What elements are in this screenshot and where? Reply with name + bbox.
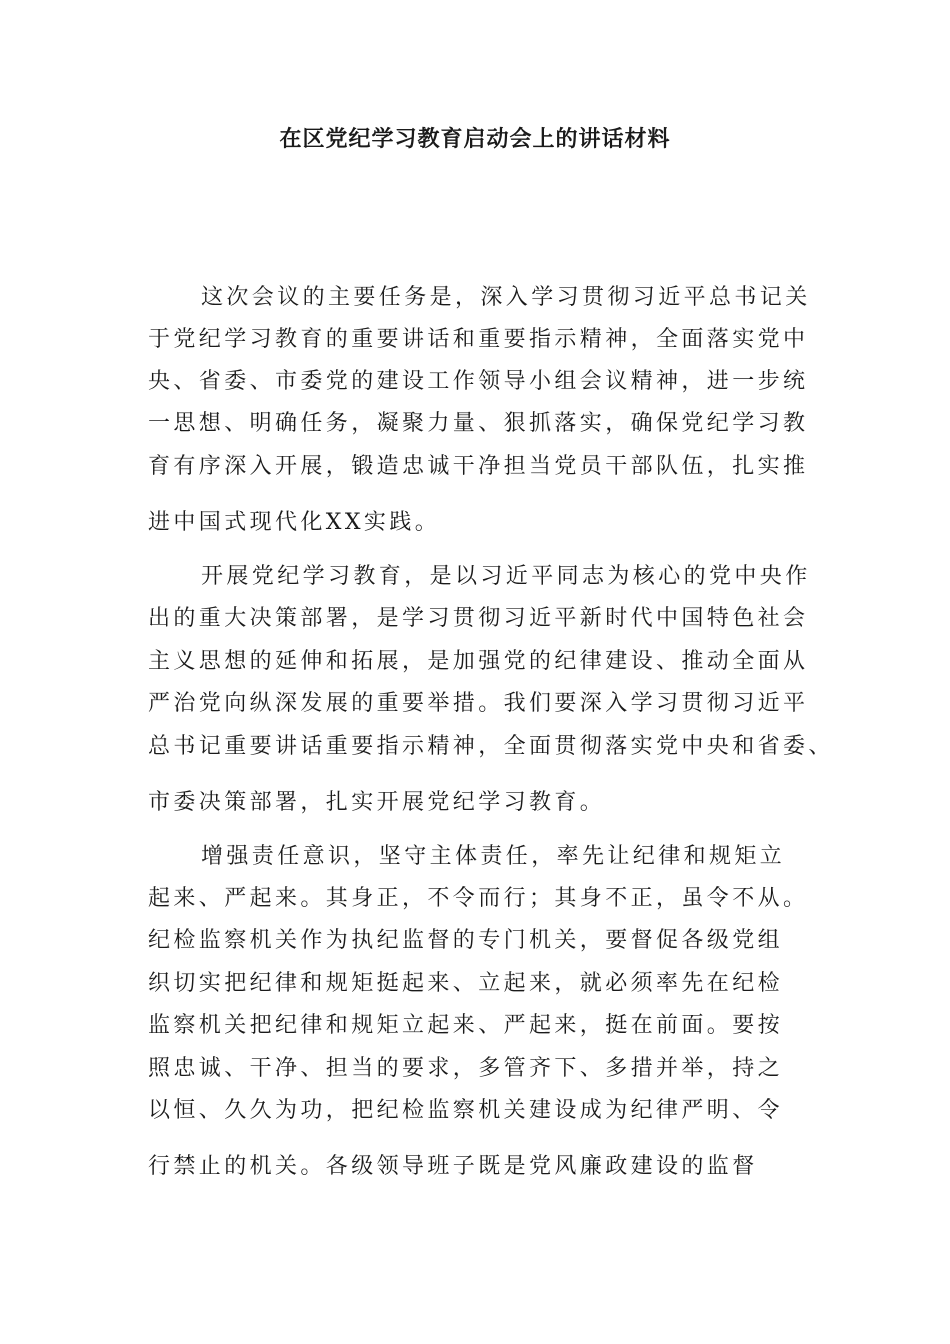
paragraph-1-line-1: 这次会议的主要任务是，深入学习贯彻习近平总书记关 — [201, 285, 811, 310]
paragraph-1-line-5: 育有序深入开展，锻造忠诚干净担当党员干部队伍，扎实推 — [148, 454, 809, 479]
paragraph-3-line-2: 起来、严起来。其身正，不令而行；其身不正，虽令不从。 — [148, 886, 809, 911]
paragraph-3-line-5: 监察机关把纪律和规矩立起来、严起来，挺在前面。要按 — [148, 1013, 784, 1038]
paragraph-2-line-6: 市委决策部署，扎实开展党纪学习教育。 — [148, 790, 606, 815]
paragraph-3-line-1: 增强责任意识，坚守主体责任，率先让纪律和规矩立 — [201, 844, 786, 869]
paragraph-3-line-4: 织切实把纪律和规矩挺起来、立起来，就必须率先在纪检 — [148, 971, 784, 996]
paragraph-3-line-8: 行禁止的机关。各级领导班子既是党风廉政建设的监督 — [148, 1154, 758, 1179]
paragraph-3-line-6: 照忠诚、干净、担当的要求，多管齐下、多措并举，持之 — [148, 1056, 784, 1081]
paragraph-3-line-7: 以恒、久久为功，把纪检监察机关建设成为纪律严明、令 — [148, 1098, 784, 1123]
paragraph-1-line-3: 央、省委、市委党的建设工作领导小组会议精神，进一步统 — [148, 369, 809, 394]
paragraph-2-line-1: 开展党纪学习教育，是以习近平同志为核心的党中央作 — [201, 564, 811, 589]
document-title: 在区党纪学习教育启动会上的讲话材料 — [279, 126, 671, 152]
paragraph-2-line-5: 总书记重要讲话重要指示精神，全面贯彻落实党中央和省委、 — [148, 734, 834, 759]
paragraph-2-line-4: 严治党向纵深发展的重要举措。我们要深入学习贯彻习近平 — [148, 691, 809, 716]
paragraph-2-line-2: 出的重大决策部署，是学习贯彻习近平新时代中国特色社会 — [148, 606, 809, 631]
paragraph-1-line-4: 一思想、明确任务，凝聚力量、狠抓落实，确保党纪学习教 — [148, 411, 809, 436]
paragraph-2-line-3: 主义思想的延伸和拓展，是加强党的纪律建设、推动全面从 — [148, 649, 809, 674]
paragraph-1-line-2: 于党纪学习教育的重要讲话和重要指示精神，全面落实党中 — [148, 327, 809, 352]
paragraph-3-line-3: 纪检监察机关作为执纪监督的专门机关，要督促各级党组 — [148, 928, 784, 953]
paragraph-1-line-6: 进中国式现代化XX实践。 — [148, 510, 441, 535]
